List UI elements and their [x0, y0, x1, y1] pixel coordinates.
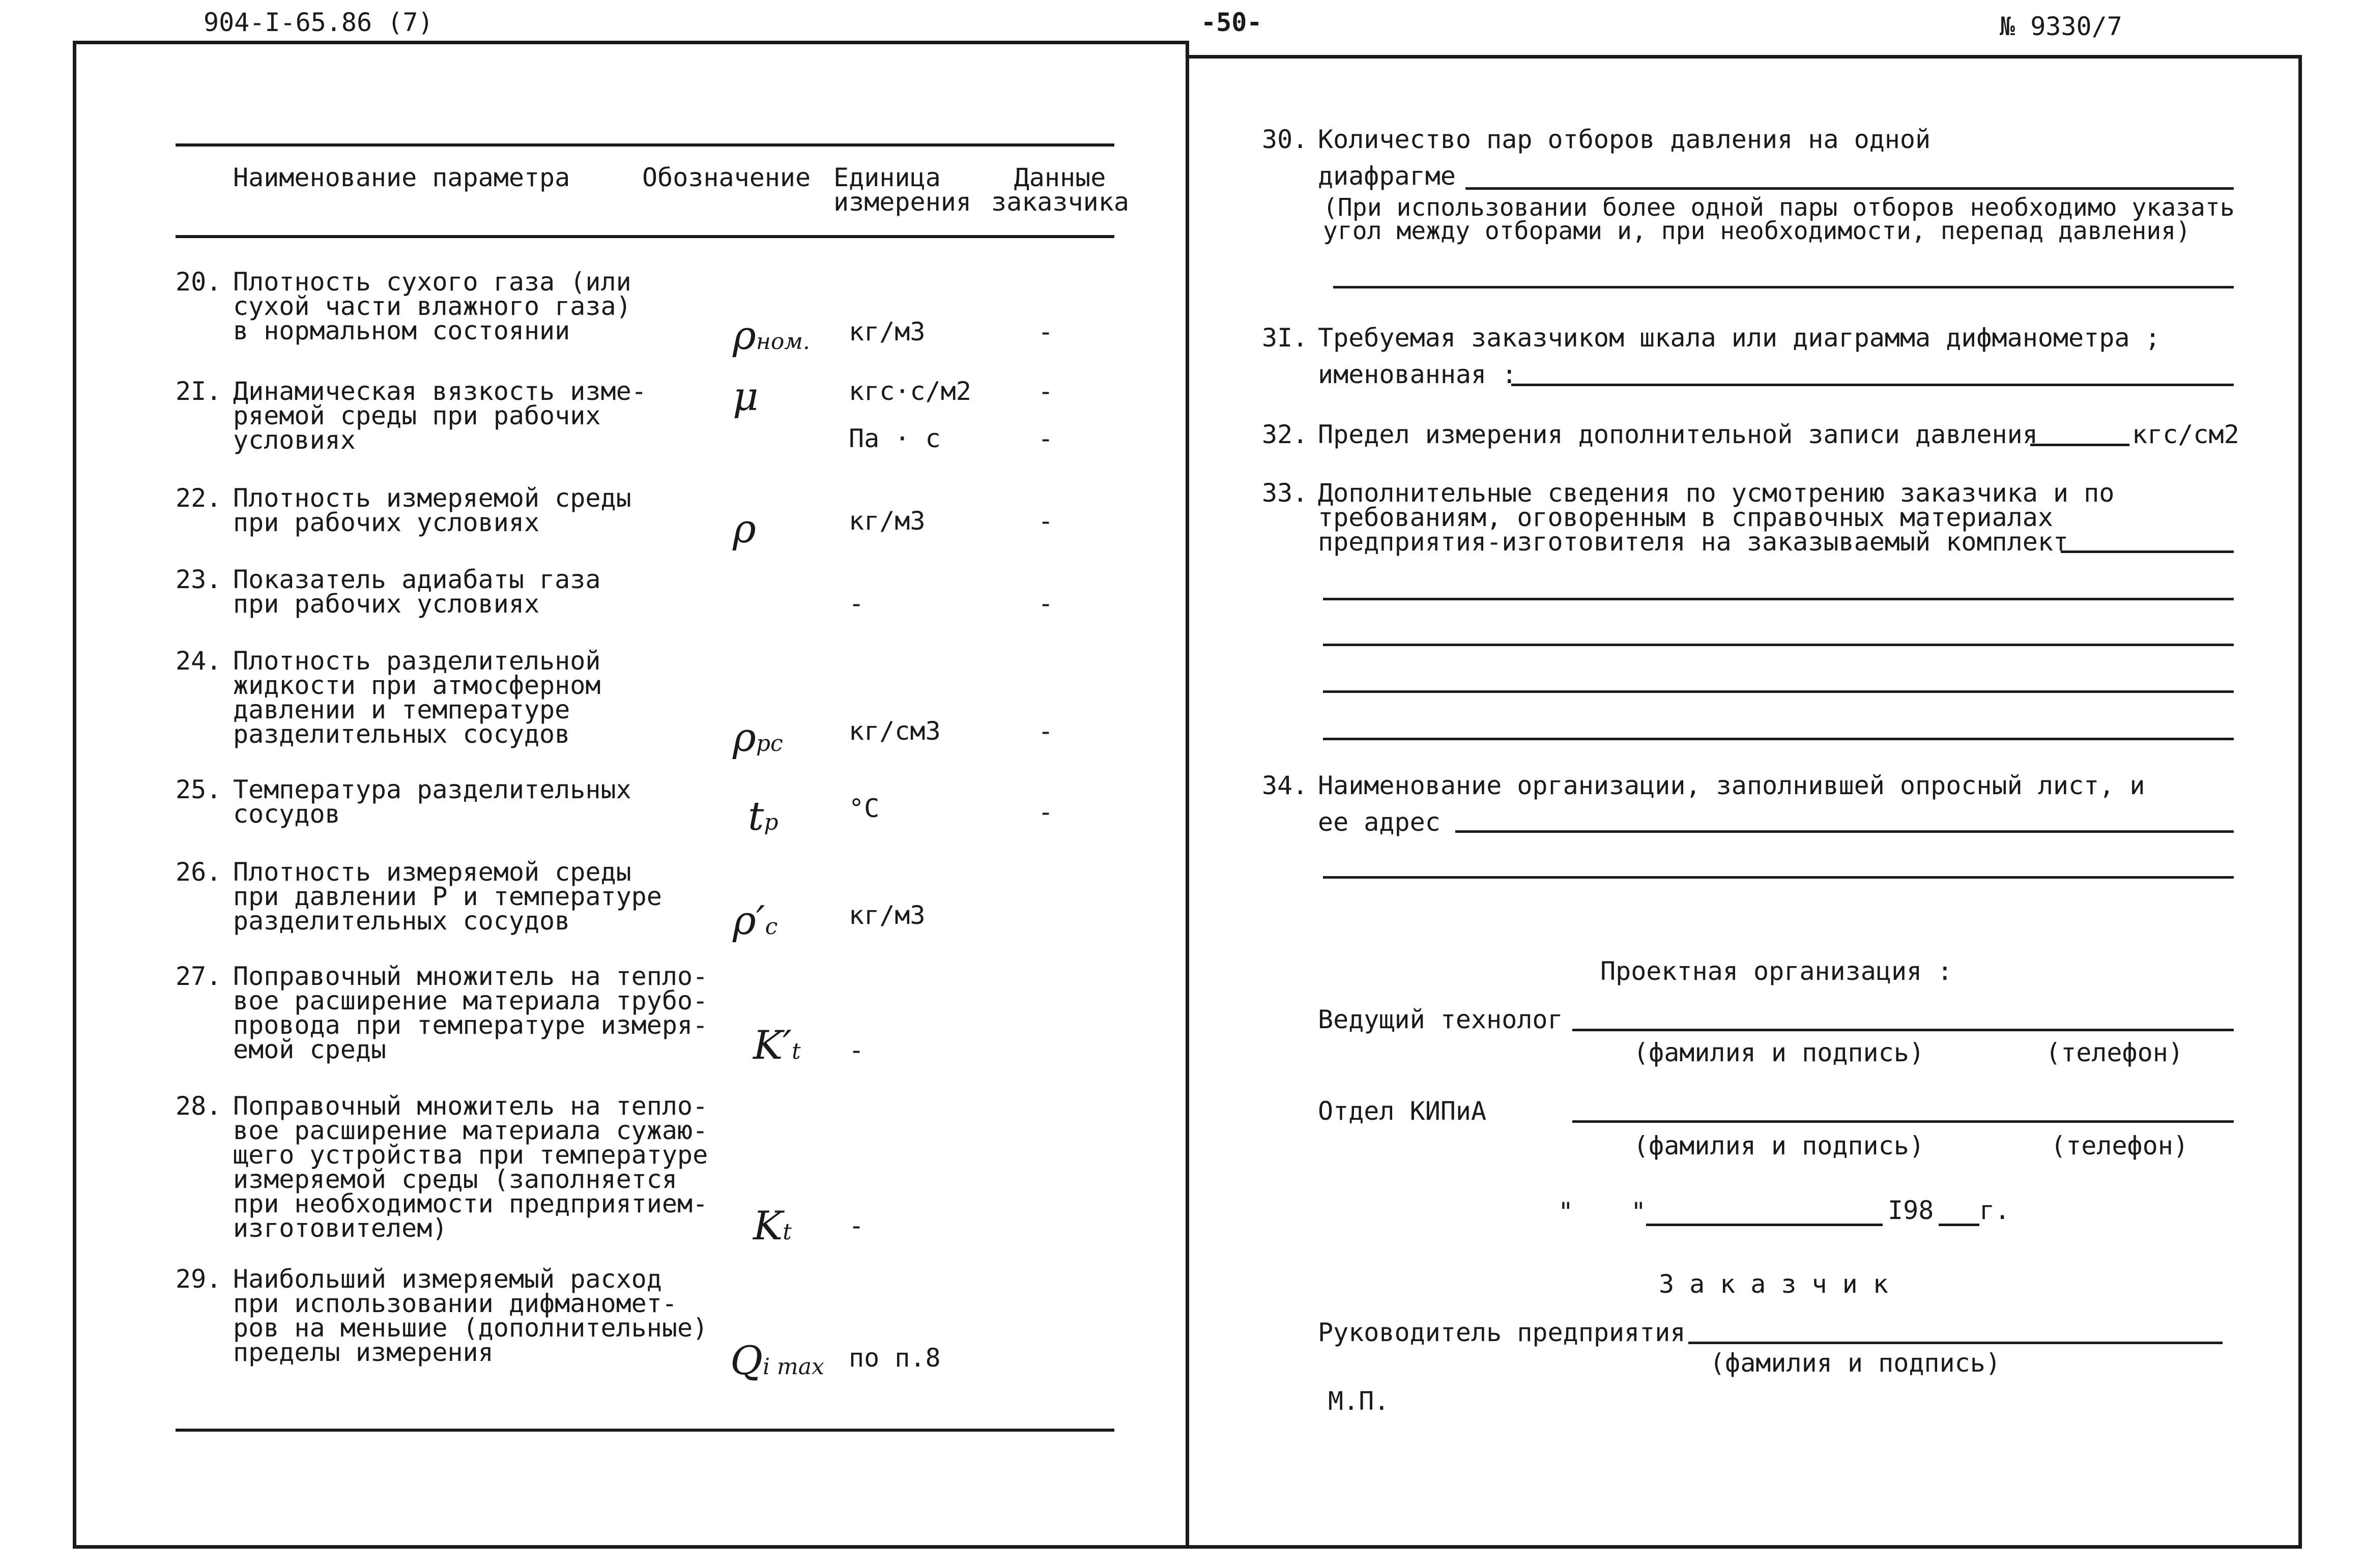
row-unit: кг/м3 [849, 901, 926, 930]
item33-answer-line[interactable] [2061, 550, 2234, 553]
header-customer-data: Данные заказчика [991, 163, 1129, 217]
item30-note: (При использовании более одной пары отборов необходимо указать угол между отборами и, при необходимости, перепад давления) [1323, 193, 2235, 245]
row-symbol [733, 315, 810, 362]
item30-answer-line[interactable] [1465, 187, 2234, 190]
document-code: 904-I-65.86 (7) [204, 8, 434, 37]
item-number: 3I. [1262, 323, 1308, 353]
item33-text: Дополнительные сведения по усмотрению заказчика и по требованиям, оговоренным в справочных материалах предприятия-изготовителя на заказываемый комплект [1318, 478, 2115, 557]
row-symbol [730, 1338, 824, 1387]
row-param-text: Плотность разделительной жидкости при атмосферном давлении и температуре разделительных сосудов [233, 646, 601, 749]
row-value: - [1038, 506, 1054, 536]
symbol-sub: с [765, 914, 778, 940]
symbol-main: ρ [733, 506, 756, 552]
row-number: 26. [176, 857, 222, 887]
stamp-place: М.П. [1328, 1386, 1390, 1416]
design-org-title: Проектная организация : [1600, 956, 1953, 986]
item33-answer-line[interactable] [1323, 644, 2234, 646]
symbol-main: ρ′ [733, 898, 765, 944]
row-number: 25. [176, 775, 222, 804]
kip-department-label: Отдел КИПиА [1318, 1096, 1487, 1126]
symbol-sub: t [791, 1038, 801, 1064]
table-top-rule [176, 143, 1114, 147]
row-param-text: Температура разделительных сосудов [233, 775, 631, 829]
row-unit: - [849, 1211, 865, 1240]
header-param-name: Наименование параметра [233, 163, 570, 192]
date-year-line[interactable] [1939, 1224, 1979, 1226]
item30-extra-line[interactable] [1333, 286, 2234, 288]
symbol-sub: рс [756, 731, 783, 757]
row-unit: по п.8 [849, 1343, 941, 1373]
row-param-text: Динамическая вязкость изме- ряемой среды при рабочих условиях [233, 376, 647, 455]
symbol-sub: t [783, 1219, 792, 1245]
item-number: 32. [1262, 420, 1308, 449]
item31-answer-line[interactable] [1511, 384, 2234, 386]
symbol-sub: р [764, 809, 779, 835]
row-param-text: Плотность сухого газа (или сухой части влажного газа) в нормальном состоянии [233, 267, 631, 345]
symbol-main: K′ [753, 1023, 792, 1068]
header-designation: Обозначение [642, 163, 811, 192]
row-value-secondary: - [1038, 424, 1054, 453]
row-symbol [753, 1203, 792, 1253]
row-number: 22. [176, 483, 222, 513]
page-number: -50- [1201, 8, 1262, 37]
symbol-main: t [748, 794, 764, 839]
item34-label: ее адрес [1318, 807, 1441, 837]
header-unit: Единица измерения [833, 163, 971, 217]
row-param-text: Наибольший измеряемый расход при использовании дифманомет- ров на меньшие (дополнительные) пределы измерения [233, 1264, 708, 1367]
row-value: - [1038, 797, 1054, 827]
date-year-prefix: I98 [1888, 1196, 1934, 1225]
symbol-sub: i max [762, 1354, 824, 1380]
row-param-text: Плотность измеряемой среды при давлении Р и температуре разделительных сосудов [233, 857, 662, 936]
row-number: 28. [176, 1091, 222, 1121]
item31-text: Требуемая заказчиком шкала или диаграмма дифманометра ; [1318, 323, 2161, 353]
item34-answer-line[interactable] [1455, 830, 2234, 833]
date-year-suffix: г. [1979, 1196, 2010, 1225]
row-symbol [733, 898, 778, 947]
sheet-number: № 9330/7 [2000, 12, 2122, 41]
enterprise-head-signature-line[interactable] [1688, 1342, 2223, 1344]
lead-technologist-name-caption: (фамилия и подпись) [1633, 1038, 1924, 1067]
lead-technologist-phone-caption: (телефон) [2046, 1038, 2183, 1067]
item33-answer-line[interactable] [1323, 738, 2234, 740]
item30-label: диафрагме [1318, 161, 1456, 191]
lead-technologist-label: Ведущий технолог [1318, 1005, 1563, 1034]
symbol-main: μ [733, 374, 759, 420]
enterprise-head-label: Руководитель предприятия [1318, 1318, 1686, 1347]
symbol-main: K [753, 1203, 783, 1249]
symbol-main: ρ [733, 313, 756, 359]
enterprise-head-name-caption: (фамилия и подпись) [1710, 1348, 2001, 1378]
item31-label: именованная : [1318, 360, 1517, 389]
item30-text: Количество пар отборов давления на одной [1318, 125, 1931, 154]
date-month-line[interactable] [1646, 1224, 1883, 1226]
row-symbol [733, 717, 783, 764]
row-number: 23. [176, 565, 222, 594]
row-unit: кг/см3 [849, 716, 941, 746]
item33-answer-line[interactable] [1323, 598, 2234, 600]
item-number: 33. [1262, 478, 1308, 508]
row-value: - [1038, 589, 1054, 618]
kip-department-phone-caption: (телефон) [2051, 1131, 2188, 1160]
date-quote-close: " [1631, 1197, 1647, 1227]
item32-unit: кгс/см2 [2132, 420, 2239, 449]
row-number: 20. [176, 267, 222, 297]
row-param-text: Показатель адиабаты газа при рабочих условиях [233, 565, 601, 619]
row-unit: °С [849, 794, 880, 823]
row-number: 27. [176, 962, 222, 991]
row-unit: - [849, 589, 865, 618]
item34-answer-line[interactable] [1323, 876, 2234, 879]
symbol-sub: ном. [756, 329, 810, 355]
row-unit: кг/м3 [849, 506, 926, 536]
row-symbol [748, 796, 779, 843]
symbol-main: ρ [733, 715, 756, 761]
row-value: - [1038, 317, 1054, 346]
date-quote-open: " [1558, 1197, 1574, 1227]
row-param-text: Плотность измеряемой среды при рабочих условиях [233, 483, 631, 537]
row-unit: - [849, 1035, 865, 1065]
row-value: - [1038, 376, 1054, 406]
item-number: 34. [1262, 771, 1308, 800]
row-unit-secondary: Па · с [849, 424, 941, 453]
row-symbol [733, 374, 759, 420]
symbol-main: Q [730, 1338, 763, 1384]
customer-title: Заказчик [1659, 1269, 1904, 1299]
row-param-text: Поправочный множитель на тепло- вое расширение материала сужаю- щего устройства при температуре измеряемой среды (заполняется при необходимости предприятием- изготовителем) [233, 1091, 708, 1243]
kip-department-name-caption: (фамилия и подпись) [1633, 1131, 1924, 1160]
item32-text: Предел измерения дополнительной записи давления [1318, 420, 2038, 449]
row-value: - [1038, 716, 1054, 746]
row-param-text: Поправочный множитель на тепло- вое расширение материала трубо- провода при температуре измеря- емой среды [233, 962, 708, 1064]
table-header-rule [176, 235, 1114, 238]
item-number: 30. [1262, 125, 1308, 154]
row-number: 29. [176, 1264, 222, 1294]
lead-technologist-signature-line[interactable] [1572, 1029, 2234, 1031]
item34-text: Наименование организации, заполнившей опросный лист, и [1318, 771, 2145, 800]
table-bottom-rule [176, 1429, 1114, 1432]
row-number: 2I. [176, 376, 222, 406]
row-unit: кгс·с/м2 [849, 376, 971, 406]
row-symbol [733, 506, 756, 552]
kip-department-signature-line[interactable] [1572, 1120, 2234, 1123]
item33-answer-line[interactable] [1323, 690, 2234, 693]
row-symbol [753, 1025, 801, 1072]
row-unit: кг/м3 [849, 317, 926, 346]
item32-answer-line[interactable] [2030, 444, 2129, 446]
row-number: 24. [176, 646, 222, 676]
